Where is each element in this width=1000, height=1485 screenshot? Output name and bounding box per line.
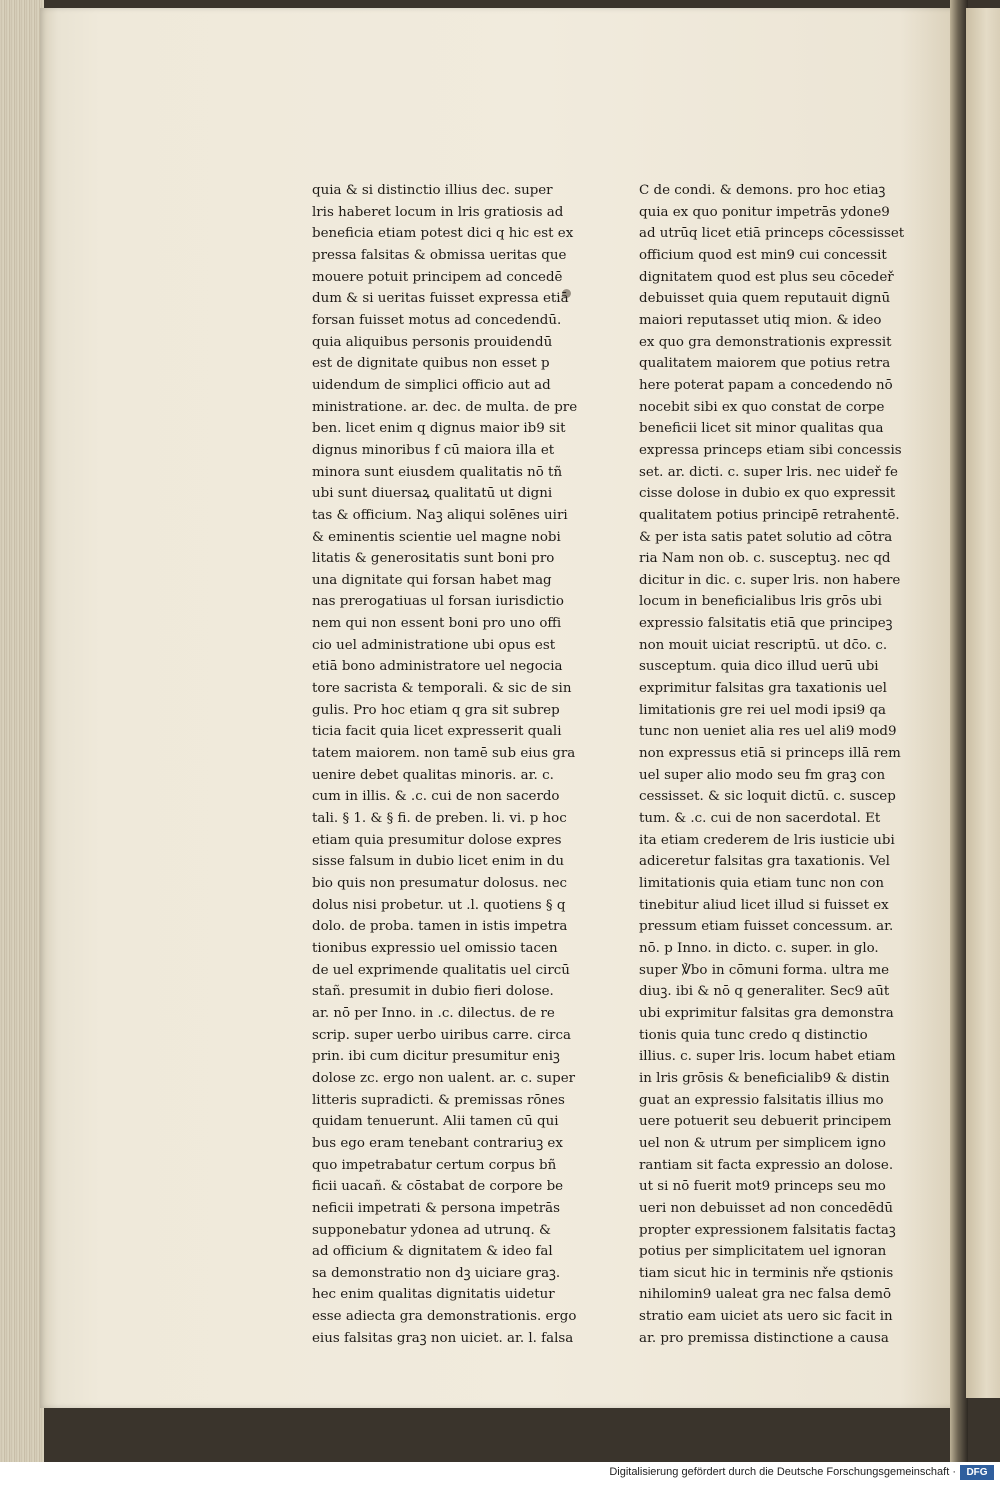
text-line: uidendum de simplici officio aut ad: [312, 377, 551, 393]
text-line: non expressus etiā si princeps illā rem: [639, 746, 901, 762]
text-line: ben. licet enim q dignus maior ib9 sit: [312, 421, 566, 437]
text-line: mouere potuit principem ad concedē: [312, 269, 563, 285]
text-line: nem qui non essent boni pro uno offi: [312, 616, 562, 632]
text-line: est de dignitate quibus non esset p: [312, 356, 550, 372]
text-line: ut si nō fuerit mot9 princeps seu mo: [639, 1179, 886, 1195]
text-line: ministratione. ar. dec. de multa. de pre: [312, 399, 578, 415]
text-line: nas prerogatiuas ul forsan iurisdictio: [312, 594, 564, 610]
text-line: una dignitate qui forsan habet mag: [312, 572, 552, 588]
right-text-column: [639, 180, 905, 1349]
text-line: cessisset. & sic loquit dictū. c. suscep: [639, 789, 896, 805]
text-line: dum & si ueritas fuisset expressa etiā: [312, 291, 569, 307]
text-line: super ℣bo in cōmuni forma. ultra me: [639, 962, 890, 978]
text-line: ad officium & dignitatem & ideo fal: [312, 1244, 553, 1260]
text-line: beneficii licet sit minor qualitas qua: [639, 421, 884, 437]
text-line: qualitatem potius principē retrahentē.: [639, 507, 900, 523]
text-line: quia & si distinctio illius dec. super: [312, 183, 553, 198]
text-line: debuisset quia quem reputauit dignū: [639, 291, 891, 307]
funding-notice: Digitalisierung gefördert durch die Deutsche Forschungsgemeinschaft ·: [609, 1466, 956, 1478]
text-line: tum. & .c. cui de non sacerdotal. Et: [639, 811, 881, 827]
text-line: potius per simplicitatem uel ignoran: [639, 1244, 887, 1260]
text-line: dolose zc. ergo non ualent. ar. c. super: [312, 1070, 576, 1086]
text-line: exprimitur falsitas gra taxationis uel: [639, 681, 887, 697]
text-line: ex quo gra demonstrationis expressit: [639, 334, 892, 350]
text-line: tinebitur aliud licet illud si fuisset ex: [639, 897, 889, 913]
text-line: tatem maiorem. non tamē sub eius gra: [312, 746, 576, 762]
text-line: tionibus expressio uel omissio tacen: [312, 940, 558, 956]
page-stack-edge: [0, 0, 44, 1462]
text-line: dignitatem quod est plus seu cōcedeř: [639, 269, 894, 285]
text-line: maiori reputasset utiq mion. & ideo: [639, 312, 882, 328]
dfg-logo: DFG: [960, 1465, 994, 1480]
text-line: & eminentis scientie uel magne nobi: [312, 529, 561, 545]
text-line: tali. § 1. & § fi. de preben. li. vi. p hoc: [312, 811, 567, 827]
text-line: C de condi. & demons. pro hoc etiaꝫ: [639, 183, 886, 198]
text-line: ubi sunt diuersaꝝ qualitatū ut digni: [312, 486, 553, 502]
text-line: eius falsitas graꝫ non uiciet. ar. l. falsa: [312, 1330, 574, 1346]
text-line: bio quis non presumatur dolosus. nec: [312, 876, 567, 891]
text-line: minora sunt eiusdem qualitatis nō tñ: [312, 464, 563, 480]
text-line: cum in illis. & .c. cui de non sacerdo: [312, 789, 560, 805]
text-line: ficii uacañ. & cōstabat de corpore be: [312, 1179, 564, 1195]
text-line: set. ar. dicti. c. super lris. nec uideř fe: [639, 464, 898, 480]
text-line: officium quod est min9 cui concessit: [639, 247, 887, 263]
text-line: stratio eam uiciet ats uero sic facit in: [639, 1309, 893, 1325]
text-line: tiam sicut hic in terminis nře qstionis: [639, 1265, 894, 1281]
text-line: bus ego eram tenebant contrariuꝫ ex: [312, 1135, 563, 1151]
text-line: non mouit uiciat rescriptū. ut dc̄o. c.: [639, 637, 888, 653]
text-line: beneficia etiam potest dici q hic est ex: [312, 226, 574, 242]
text-line: uere potuerit seu debuerit principem: [639, 1114, 892, 1130]
text-line: de uel exprimende qualitatis uel circū: [312, 962, 570, 978]
text-line: esse adiecta gra demonstrationis. ergo: [312, 1309, 577, 1325]
text-line: quo impetrabatur certum corpus bñ: [312, 1157, 557, 1173]
text-line: adiceretur falsitas gra taxationis. Vel: [639, 854, 890, 870]
text-line: dignus minoribus f cū maiora illa et: [312, 442, 555, 458]
text-line: stañ. presumit in dubio fieri dolose.: [312, 984, 554, 1000]
text-line: guat an expressio falsitatis illius mo: [639, 1092, 884, 1108]
text-line: susceptum. quia dico illud uerū ubi: [639, 659, 879, 675]
text-line: ticia facit quia licet expresserit quali: [312, 724, 562, 740]
text-line: neficii impetrati & persona impetrās: [312, 1200, 560, 1216]
text-line: etiam quia presumitur dolose expres: [312, 832, 562, 848]
text-line: etiā bono administratore uel negocia: [312, 659, 563, 675]
text-line: here poterat papam a concedendo nō: [639, 377, 893, 393]
text-line: scrip. super uerbo uiribus carre. circa: [312, 1027, 571, 1043]
text-line: locum in beneficialibus lris grōs ubi: [639, 594, 882, 610]
text-line: nocebit sibi ex quo constat de corpe: [639, 399, 885, 415]
text-line: limitationis quia etiam tunc non con: [639, 876, 885, 891]
text-line: hec enim qualitas dignitatis uidetur: [312, 1287, 555, 1303]
text-line: lris haberet locum in lris gratiosis ad: [312, 204, 564, 220]
text-line: cio uel administratione ubi opus est: [312, 637, 556, 653]
text-line: tas & officium. Naꝫ aliqui solēnes uiri: [312, 507, 568, 523]
text-line: dicitur in dic. c. super lris. non habere: [639, 572, 901, 588]
text-line: quia ex quo ponitur impetrās ydone9: [639, 204, 890, 220]
text-line: diuꝫ. ibi & nō q generaliter. Sec9 aūt: [639, 984, 890, 1000]
text-line: cisse dolose in dubio ex quo expressit: [639, 486, 896, 502]
text-line: qualitatem maiorem que potius retra: [639, 356, 891, 372]
text-line: ubi exprimitur falsitas gra demonstra: [639, 1005, 894, 1021]
text-line: propter expressionem falsitatis factaꝫ: [639, 1222, 896, 1238]
text-line: limitationis gre rei uel modi ipsi9 qa: [639, 702, 886, 718]
text-line: nō. p Inno. in dicto. c. super. in glo.: [639, 940, 879, 956]
text-line: expressio falsitatis etiā que principeꝫ: [639, 616, 893, 632]
text-line: ar. pro premissa distinctione a causa: [639, 1330, 889, 1346]
footer-bar: [0, 1462, 1000, 1485]
text-line: ueri non debuisset ad non concedēdū: [639, 1200, 894, 1216]
text-line: uel non & utrum per simplicem igno: [639, 1135, 886, 1151]
text-line: nihilomin9 ualeat gra nec falsa demō: [639, 1287, 892, 1303]
text-line: sisse falsum in dubio licet enim in du: [312, 854, 565, 870]
text-line: dolus nisi probetur. ut .l. quotiens § q: [312, 897, 566, 913]
text-line: tunc non ueniet alia res uel ali9 mod9: [639, 724, 897, 740]
text-line: pressa falsitas & obmissa ueritas que: [312, 247, 567, 263]
text-line: litteris supradicti. & premissas rōnes: [312, 1092, 565, 1108]
text-line: uel super alio modo seu fm graꝫ con: [639, 767, 886, 783]
text-line: ad utrūq licet etiā princeps cōcessisset: [639, 226, 905, 242]
text-line: in lris grōsis & beneficialib9 & distin: [639, 1070, 890, 1086]
text-line: uenire debet qualitas minoris. ar. c.: [312, 767, 554, 783]
text-line: ita etiam crederem de lris iusticie ubi: [639, 832, 895, 848]
text-line: supponebatur ydonea ad utrunq. &: [312, 1222, 551, 1238]
text-line: dolo. de proba. tamen in istis impetra: [312, 919, 568, 935]
text-line: tore sacrista & temporali. & sic de sin: [312, 681, 572, 697]
text-line: quidam tenuerunt. Alii tamen cū qui: [312, 1114, 559, 1130]
text-line: ria Nam non ob. c. susceptuꝫ. nec qd: [639, 551, 891, 567]
text-line: rantiam sit facta expressio an dolose.: [639, 1157, 894, 1173]
text-line: gulis. Pro hoc etiam q gra sit subrep: [312, 702, 560, 718]
text-line: & per ista satis patet solutio ad cōtra: [639, 529, 893, 545]
recto-page-edge: [966, 8, 1000, 1398]
text-line: illius. c. super lris. locum habet etiam: [639, 1049, 896, 1065]
text-line: tionis quia tunc credo q distinctio: [639, 1027, 868, 1043]
text-line: quia aliquibus personis prouidendū: [312, 334, 553, 350]
text-line: prin. ibi cum dicitur presumitur eniꝫ: [312, 1049, 560, 1065]
text-line: ar. nō per Inno. in .c. dilectus. de re: [312, 1005, 555, 1021]
text-line: sa demonstratio non dꝫ uiciare graꝫ.: [312, 1265, 561, 1281]
left-text-column: [312, 180, 578, 1349]
text-line: pressum etiam fuisset concessum. ar.: [639, 919, 894, 935]
text-line: expressa princeps etiam sibi concessis: [639, 442, 902, 458]
text-line: litatis & generositatis sunt boni pro: [312, 551, 555, 567]
text-line: forsan fuisset motus ad concedendū.: [312, 312, 562, 328]
